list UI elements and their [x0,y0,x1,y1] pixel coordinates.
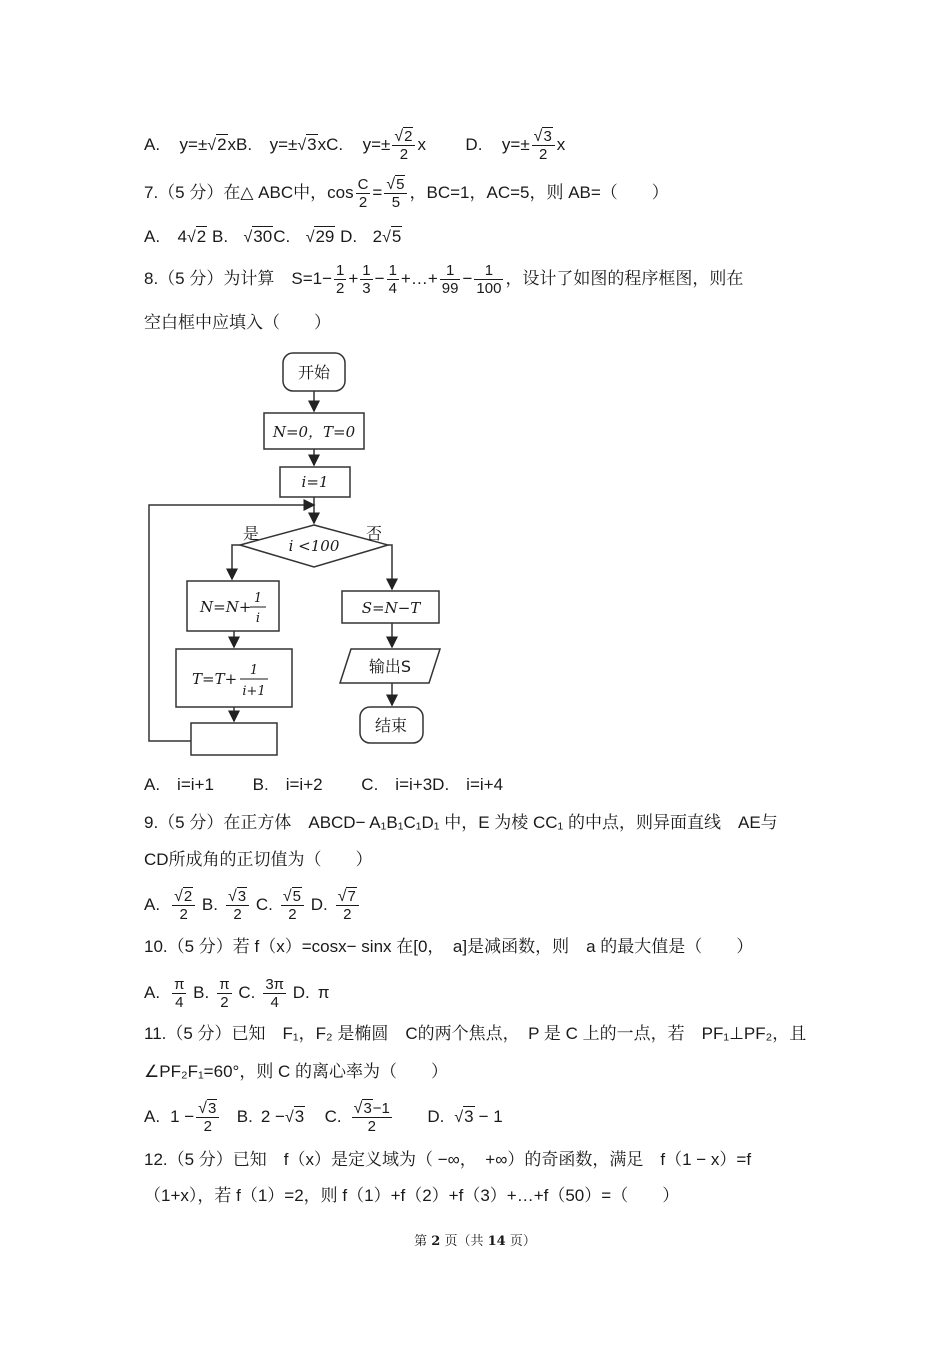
sqrt-symbol: √2 [207,134,227,154]
q6-option-a-label: A. [144,134,161,154]
svg-text:i: i [255,611,261,626]
fraction: $\frac{C}{2}$ [357,176,369,211]
result-label: S=N−T [361,599,421,617]
end-label: 结束 [374,716,408,735]
svg-text:1: 1 [249,663,259,678]
fraction: $\frac{√3}{2}$ [532,128,555,163]
yes-label: 是 [243,524,260,543]
q6-options: A. y=±√2xB. y=±√3xC. y=± $\frac{√2}{2}$ x D. y=± $\frac{√3}{2}$ x [144,128,566,163]
q6-option-a-text: y=± [179,134,208,154]
q6-option-c-label: C. [326,134,344,154]
fraction: $\frac{√2}{2}$ [392,128,415,163]
q8-options: A. i=i+1 B. i=i+2 C. i=i+3D. i=i+4 [144,775,504,794]
q11-stem: 11.（5 分）已知 F₁，F₂ 是椭圆 C的两个焦点， P 是 C 上的一点，若 PF₁⊥PF₂，且 [144,1024,807,1043]
q8-stem: 8.（5 分）为计算 S=1− $\frac{1}{2}$ + $\frac{1}{3}$ − $\frac{1}{4}$ +…+ $\frac{1}{99}$ − $\frac{1}{100}$ ，设计了如图的程序框图，则在 [144,262,744,297]
q8-stem-line2: 空白框中应填入（ ） [144,313,331,332]
loop-init-label: i=1 [301,473,329,491]
q10-options: A. $\frac{\pi}{4}$ B. $\frac{\pi}{2}$ C. $\frac{3\pi}{4}$ D. π [144,976,330,1011]
svg-text:i+1: i+1 [242,684,266,699]
no-label: 否 [366,524,383,543]
q11-stem-line2: ∠PF₂F₁=60°，则 C 的离心率为（ ） [144,1062,449,1081]
n-update-label: N=N+ [200,598,252,616]
output-label: 输出S [368,657,412,676]
sqrt-symbol: √5 [382,227,402,246]
condition-label: i <100 [288,537,340,555]
page-footer: 第 2 页（共 14 页） [414,1234,536,1249]
total-pages: 14 [487,1234,506,1249]
sqrt-symbol: √30 [243,227,273,246]
page-number: 2 [431,1234,441,1249]
sqrt-symbol: √29 [305,227,335,246]
q9-stem-line2: CD所成角的正切值为（ ） [144,850,373,869]
q9-stem: 9.（5 分）在正方体 ABCD− A₁B₁C₁D₁ 中，E 为棱 CC₁ 的中点，则异面直线 AE与 [144,813,778,832]
t-update-label: T=T+ [192,670,238,688]
svg-text:1: 1 [253,591,263,606]
q10-stem: 10.（5 分）若 f（x）=cosx− sinx 在[0， a]是减函数，则 a 的最大值是（ ） [144,937,754,956]
sqrt-symbol: √3 [297,134,317,154]
q11-options: A. 1 − $\frac{√3}{2}$ B. 2 −√3 C. $\frac{√3-1}{2}$ D. √3 − 1 [144,1100,503,1135]
q9-options: A. $\frac{√2}{2}$ B. $\frac{√3}{2}$ C. $\frac{√5}{2}$ D. $\frac{√7}{2}$ [144,888,361,923]
q12-stem-line2: （1+x），若 f（1）=2，则 f（1）+f（2）+f（3）+…+f（50）=（ ） [144,1186,680,1205]
sqrt-symbol: √2 [187,227,207,246]
q6-option-b-label: B. [236,134,253,154]
program-flowchart [140,345,460,760]
q12-stem: 12.（5 分）已知 f（x）是定义域为（ −∞， +∞）的奇函数，满足 f（1 − x）=f [144,1150,752,1169]
q7-options: A. 4√2 B. √30C. √29 D. 2√5 [144,225,402,250]
start-label: 开始 [297,363,331,382]
init-label: N=0，T=0 [272,423,356,441]
q7-stem: 7.（5 分）在△ ABC中，cos $\frac{C}{2}$ = $\frac{√5}{5}$ ，BC=1，AC=5，则 AB=（ ） [144,176,669,211]
q6-option-d-label: D. [465,134,483,154]
fraction: $\frac{√5}{5}$ [384,176,407,211]
blank-box [191,723,277,755]
